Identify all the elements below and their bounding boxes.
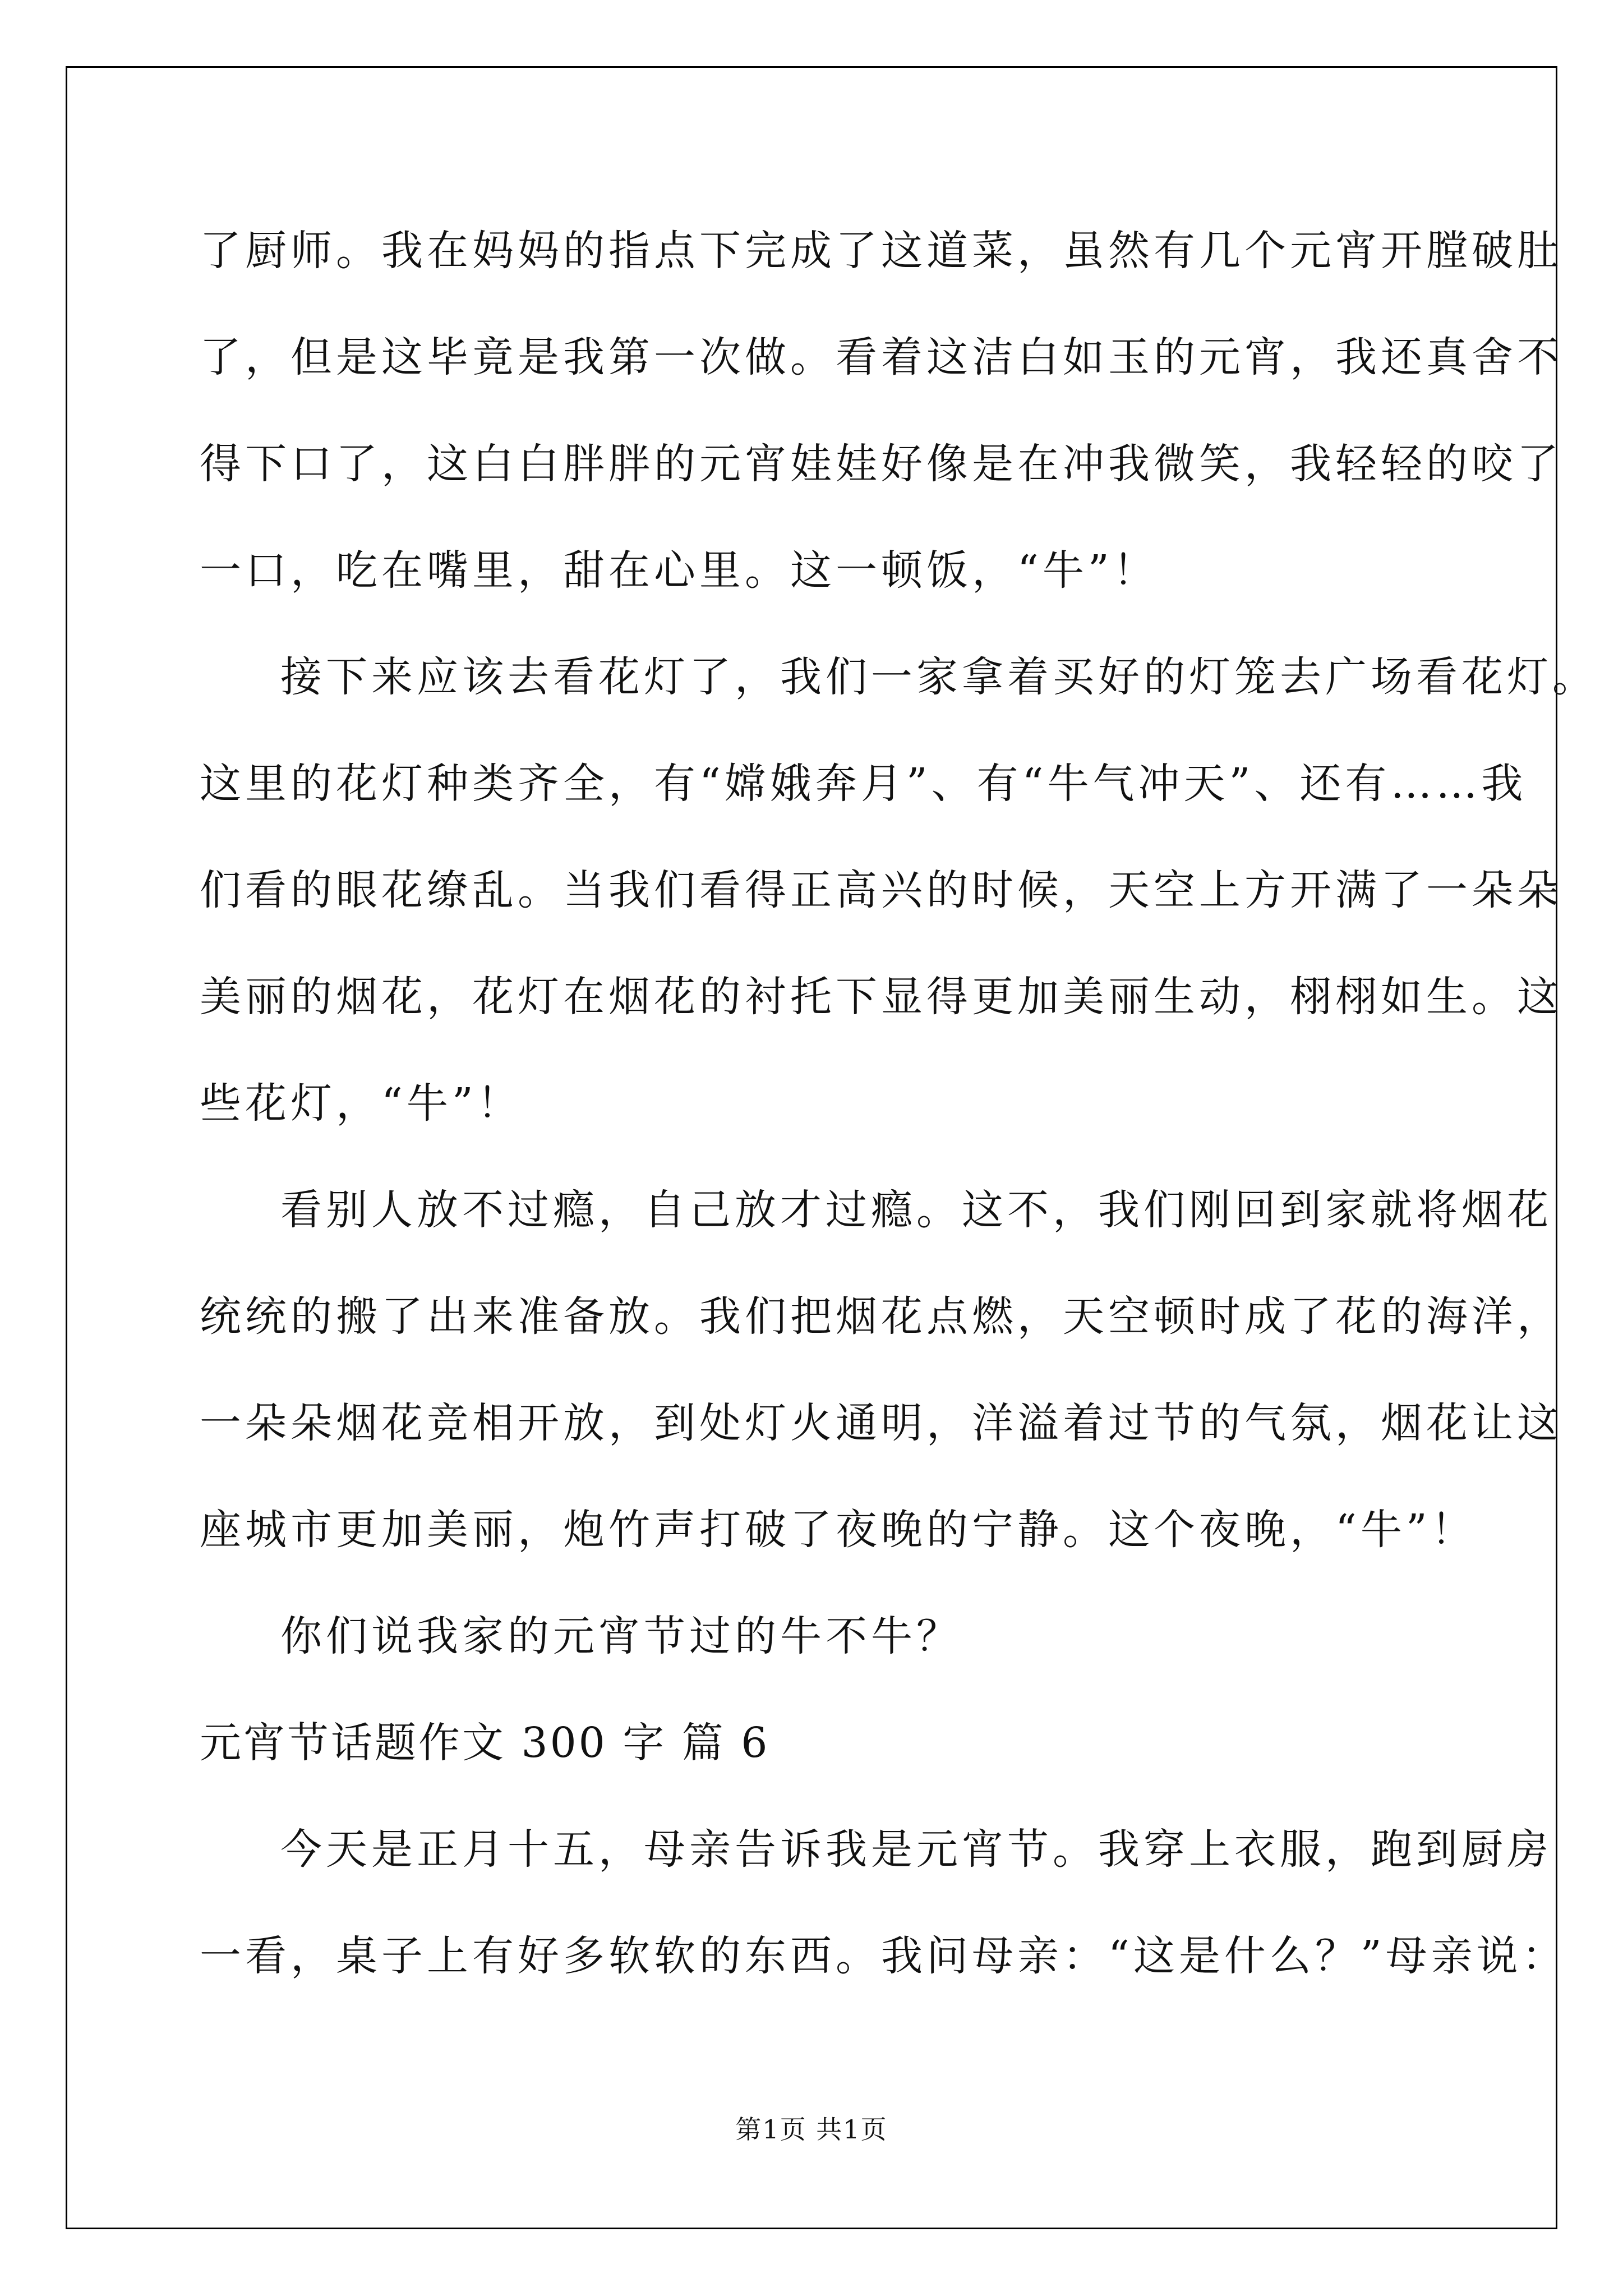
page-border bbox=[66, 66, 1557, 2229]
text-line-17: 一看，桌子上有好多软软的东西。我问母亲：“这是什么？”母亲说： bbox=[200, 1932, 1567, 1980]
text-line-4: 一口，吃在嘴里，甜在心里。这一顿饭，“牛”！ bbox=[200, 546, 1159, 595]
paragraph-start: 今天是正月十五，母亲告诉我是元宵节。我穿上衣服，跑到厨房 bbox=[280, 1825, 1552, 1874]
paragraph-start: 接下来应该去看花灯了，我们一家拿着买好的灯笼去广场看花灯。 bbox=[280, 653, 1598, 701]
paragraph-start: 看别人放不过瘾，自己放才过瘾。这不，我们刚回到家就将烟花 bbox=[280, 1186, 1552, 1234]
text-line-6: 这里的花灯种类齐全，有“嫦娥奔月”、有“牛气冲天”、还有……我 bbox=[200, 760, 1527, 808]
text-line-13: 座城市更加美丽，炮竹声打破了夜晚的宁静。这个夜晚，“牛”！ bbox=[200, 1506, 1477, 1554]
section-heading: 元宵节话题作文 300 字 篇 6 bbox=[200, 1719, 770, 1767]
paragraph-start: 你们说我家的元宵节过的牛不牛？ bbox=[280, 1612, 962, 1660]
text-line-2: 了，但是这毕竟是我第一次做。看着这洁白如玉的元宵，我还真舍不 bbox=[200, 333, 1562, 381]
text-line-8: 美丽的烟花，花灯在烟花的衬托下显得更加美丽生动，栩栩如生。这 bbox=[200, 973, 1562, 1021]
text-line-3: 得下口了，这白白胖胖的元宵娃娃好像是在冲我微笑，我轻轻的咬了 bbox=[200, 440, 1562, 488]
text-line-9: 些花灯，“牛”！ bbox=[200, 1079, 523, 1128]
text-line-1: 了厨师。我在妈妈的指点下完成了这道菜，虽然有几个元宵开膛破肚 bbox=[200, 227, 1562, 275]
page-footer: 第1页 共1页 bbox=[735, 2114, 888, 2145]
text-line-11: 统统的搬了出来准备放。我们把烟花点燃，天空顿时成了花的海洋， bbox=[200, 1292, 1562, 1341]
text-line-7: 们看的眼花缭乱。当我们看得正高兴的时候，天空上方开满了一朵朵 bbox=[200, 866, 1562, 914]
text-line-12: 一朵朵烟花竞相开放，到处灯火通明，洋溢着过节的气氛，烟花让这 bbox=[200, 1399, 1562, 1447]
